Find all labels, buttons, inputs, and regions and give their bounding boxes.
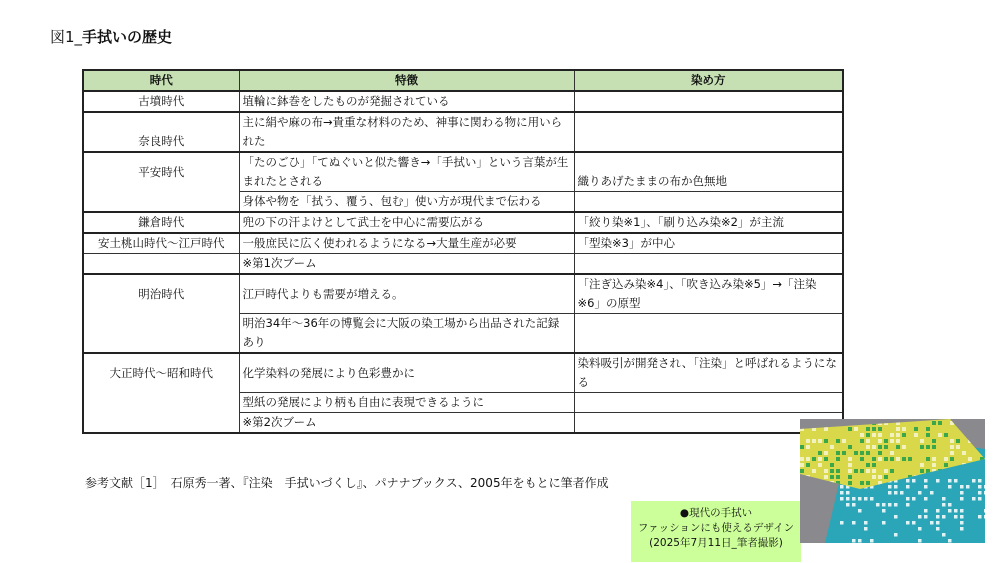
pattern-square — [932, 421, 936, 425]
pattern-square — [878, 439, 882, 443]
pattern-square — [944, 433, 948, 437]
pattern-square — [852, 503, 856, 507]
feature-cell: 一般庶民に広く使われるようになる→大量生産が必要 — [239, 233, 574, 254]
pattern-square — [960, 497, 964, 501]
pattern-square — [840, 521, 844, 525]
pattern-square — [872, 433, 876, 437]
feature-cell: 「たのごひ」「てぬぐいと似た響き→「手拭い」という言葉が生まれたとされる — [239, 152, 574, 192]
pattern-square — [854, 427, 858, 431]
dye-cell: 「型染※3」が中心 — [574, 233, 843, 254]
pattern-square — [824, 469, 828, 473]
pattern-square — [830, 463, 834, 467]
pattern-square — [836, 451, 840, 455]
pattern-square — [812, 439, 816, 443]
pattern-square — [948, 503, 952, 507]
pattern-square — [896, 439, 900, 443]
table-row — [83, 91, 843, 112]
dye-cell — [574, 112, 843, 152]
pattern-square — [852, 497, 856, 501]
pattern-square — [906, 485, 910, 489]
caption-line-1: ●現代の手拭い — [679, 507, 753, 519]
pattern-square — [920, 463, 924, 467]
pattern-square — [942, 503, 946, 507]
pattern-square — [866, 451, 870, 455]
pattern-square — [906, 521, 910, 525]
header-dye: 染め方 — [574, 70, 843, 91]
pattern-square — [978, 515, 982, 519]
pattern-square — [908, 457, 912, 461]
pattern-square — [924, 509, 928, 513]
pattern-square — [960, 491, 964, 495]
pattern-square — [858, 539, 862, 543]
pattern-square — [800, 469, 804, 473]
table-row — [83, 112, 843, 152]
pattern-square — [918, 527, 922, 531]
pattern-square — [884, 457, 888, 461]
pattern-square — [942, 515, 946, 519]
pattern-square — [836, 469, 840, 473]
dye-cell: 「絞り染※1」、「刷り込み染※2」が主流 — [574, 212, 843, 233]
pattern-square — [894, 485, 898, 489]
pattern-square — [972, 479, 976, 483]
pattern-square — [896, 445, 900, 449]
pattern-square — [848, 427, 852, 431]
pattern-square — [864, 527, 868, 531]
table-row — [83, 254, 843, 275]
pattern-square — [984, 485, 985, 489]
pattern-square — [882, 521, 886, 525]
pattern-square — [930, 521, 934, 525]
table-row — [83, 212, 843, 233]
pattern-square — [942, 533, 946, 537]
pattern-square — [800, 463, 804, 467]
pattern-square — [860, 469, 864, 473]
pattern-square — [842, 439, 846, 443]
pattern-square — [878, 427, 882, 431]
pattern-square — [860, 457, 864, 461]
feature-cell: 主に絹や麻の布→貴重な材料のため、神事に関わる物に用いられた — [239, 112, 574, 152]
pattern-square — [864, 497, 868, 501]
pattern-square — [860, 451, 864, 455]
pattern-square — [800, 457, 804, 461]
pattern-square — [918, 491, 922, 495]
pattern-square — [812, 457, 816, 461]
pattern-square — [872, 457, 876, 461]
era-cell: 安土桃山時代〜江戸時代 — [83, 233, 239, 254]
pattern-square — [944, 457, 948, 461]
pattern-square — [920, 469, 924, 473]
pattern-square — [930, 491, 934, 495]
pattern-square — [936, 527, 940, 531]
pattern-square — [914, 427, 918, 431]
pattern-square — [884, 475, 888, 479]
pattern-square — [890, 469, 894, 473]
pattern-square — [824, 475, 828, 479]
pattern-square — [936, 509, 940, 513]
pattern-square — [948, 539, 952, 543]
pattern-square — [866, 433, 870, 437]
feature-cell: 化学染料の発展により色彩豊かに — [239, 353, 574, 393]
pattern-square — [896, 427, 900, 431]
pattern-square — [912, 497, 916, 501]
pattern-square — [866, 481, 870, 485]
pattern-square — [948, 485, 952, 489]
pattern-square — [848, 445, 852, 449]
table-header-row — [83, 70, 843, 91]
pattern-square — [890, 451, 894, 455]
feature-cell: 兜の下の汗よけとして武士を中心に需要広がる — [239, 212, 574, 233]
pattern-square — [924, 485, 928, 489]
dye-cell — [574, 254, 843, 275]
pattern-square — [818, 439, 822, 443]
feature-cell: 身体や物を「拭う、覆う、包む」使い方が現代まで伝わる — [239, 192, 574, 213]
pattern-square — [824, 451, 828, 455]
pattern-square — [876, 503, 880, 507]
dye-cell — [574, 91, 843, 112]
pattern-square — [818, 457, 822, 461]
pattern-square — [848, 463, 852, 467]
pattern-square — [872, 445, 876, 449]
feature-cell: ※第1次ブーム — [239, 254, 574, 275]
photo-caption — [631, 501, 801, 562]
pattern-square — [948, 509, 952, 513]
pattern-square — [932, 439, 936, 443]
pattern-square — [920, 439, 924, 443]
pattern-square — [848, 469, 852, 473]
pattern-square — [912, 521, 916, 525]
pattern-square — [978, 497, 982, 501]
pattern-square — [830, 445, 834, 449]
pattern-square — [984, 491, 985, 495]
pattern-square — [836, 457, 840, 461]
tenugui-photo — [800, 419, 985, 543]
pattern-square — [902, 427, 906, 431]
pattern-square — [842, 451, 846, 455]
pattern-square — [840, 491, 844, 495]
pattern-square — [806, 445, 810, 449]
pattern-square — [800, 445, 804, 449]
pattern-square — [824, 439, 828, 443]
pattern-square — [918, 539, 922, 543]
figure-name: 手拭いの歴史 — [82, 28, 173, 46]
pattern-square — [984, 515, 985, 519]
pattern-square — [966, 485, 970, 489]
era-cell: 大正時代〜昭和時代 — [83, 353, 239, 433]
pattern-square — [806, 439, 810, 443]
pattern-square — [906, 479, 910, 483]
pattern-square — [932, 463, 936, 467]
table-row — [83, 152, 843, 192]
pattern-square — [846, 503, 850, 507]
pattern-square — [890, 457, 894, 461]
pattern-square — [902, 433, 906, 437]
pattern-square — [894, 515, 898, 519]
pattern-square — [884, 469, 888, 473]
pattern-square — [912, 479, 916, 483]
pattern-square — [848, 457, 852, 461]
pattern-square — [956, 445, 960, 449]
pattern-square — [926, 457, 930, 461]
pattern-square — [860, 439, 864, 443]
pattern-square — [926, 427, 930, 431]
pattern-square — [884, 445, 888, 449]
figure-number: 図1_ — [50, 28, 83, 46]
pattern-square — [954, 515, 958, 519]
pattern-square — [936, 515, 940, 519]
pattern-square — [920, 445, 924, 449]
pattern-square — [954, 479, 958, 483]
pattern-square — [854, 451, 858, 455]
pattern-square — [944, 463, 948, 467]
pattern-square — [866, 427, 870, 431]
pattern-square — [806, 457, 810, 461]
figure-title — [50, 26, 172, 47]
pattern-square — [824, 427, 828, 431]
pattern-square — [866, 439, 870, 443]
pattern-square — [960, 485, 964, 489]
pattern-square — [812, 469, 816, 473]
dye-cell: 「注ぎ込み染※4」、「吹き込み染※5」→「注染※6」の原型 — [574, 274, 843, 314]
pattern-square — [866, 469, 870, 473]
pattern-square — [938, 421, 942, 425]
tenugui-image — [800, 419, 985, 543]
era-cell: 奈良時代 — [83, 112, 239, 152]
pattern-square — [936, 479, 940, 483]
pattern-square — [878, 451, 882, 455]
pattern-square — [866, 445, 870, 449]
pattern-square — [870, 497, 874, 501]
feature-cell: ※第2次ブーム — [239, 413, 574, 434]
pattern-square — [840, 497, 844, 501]
caption-line-2: ファッションにも使えるデザイン — [637, 522, 795, 534]
dye-cell — [574, 314, 843, 354]
era-cell — [83, 254, 239, 275]
pattern-square — [854, 469, 858, 473]
reference-note: 参考文献［1］ 石原秀一著、『注染 手拭いづくし』、パナナブックス、2005年をもとに筆者作成 — [85, 476, 609, 490]
pattern-square — [890, 433, 894, 437]
pattern-square — [950, 439, 954, 443]
pattern-square — [972, 497, 976, 501]
pattern-square — [978, 485, 982, 489]
pattern-square — [882, 503, 886, 507]
pattern-square — [830, 469, 834, 473]
table-row — [83, 233, 843, 254]
pattern-square — [924, 479, 928, 483]
pattern-square — [846, 491, 850, 495]
era-cell: 明治時代 — [83, 274, 239, 353]
pattern-square — [870, 539, 874, 543]
dye-cell: 織りあげたままの布か色無地 — [574, 152, 843, 192]
pattern-square — [852, 521, 856, 525]
header-era: 時代 — [83, 70, 239, 91]
pattern-square — [978, 491, 982, 495]
pattern-square — [888, 491, 892, 495]
pattern-square — [932, 457, 936, 461]
caption-line-3: (2025年7月11日_筆者撮影) — [649, 537, 783, 549]
pattern-square — [960, 527, 964, 531]
pattern-square — [914, 433, 918, 437]
pattern-square — [872, 427, 876, 431]
pattern-square — [818, 463, 822, 467]
pattern-square — [894, 533, 898, 537]
era-cell: 平安時代 — [83, 152, 239, 212]
pattern-square — [926, 433, 930, 437]
pattern-square — [968, 457, 972, 461]
pattern-square — [984, 509, 985, 513]
pattern-square — [878, 457, 882, 461]
pattern-square — [860, 481, 864, 485]
feature-cell: 埴輪に鉢巻をしたものが発掘されている — [239, 91, 574, 112]
table-row — [83, 274, 843, 314]
pattern-square — [936, 521, 940, 525]
pattern-square — [924, 497, 928, 501]
table-row — [83, 353, 843, 393]
era-cell: 古墳時代 — [83, 91, 239, 112]
pattern-square — [848, 475, 852, 479]
pattern-square — [924, 515, 928, 519]
dye-cell — [574, 192, 843, 213]
pattern-square — [960, 515, 964, 519]
pattern-square — [894, 491, 898, 495]
era-cell: 鎌倉時代 — [83, 212, 239, 233]
pattern-square — [840, 485, 844, 489]
pattern-square — [950, 451, 954, 455]
pattern-square — [918, 515, 922, 519]
feature-cell: 江戸時代よりも需要が増える。 — [239, 274, 574, 314]
dye-cell: 染料吸引が開発され、「注染」と呼ばれるようになる — [574, 353, 843, 393]
pattern-square — [806, 463, 810, 467]
feature-cell: 明治34年〜36年の博覧会に大阪の染工場から出品された記録あり — [239, 314, 574, 354]
pattern-square — [848, 481, 852, 485]
pattern-square — [846, 497, 850, 501]
pattern-square — [882, 509, 886, 513]
pattern-square — [906, 497, 910, 501]
pattern-square — [878, 445, 882, 449]
pattern-square — [818, 451, 822, 455]
pattern-square — [906, 503, 910, 507]
pattern-square — [852, 539, 856, 543]
pattern-square — [950, 445, 954, 449]
pattern-square — [872, 475, 876, 479]
pattern-square — [900, 491, 904, 495]
pattern-square — [872, 463, 876, 467]
pattern-square — [824, 457, 828, 461]
pattern-square — [942, 497, 946, 501]
pattern-square — [896, 433, 900, 437]
pattern-square — [872, 469, 876, 473]
pattern-square — [836, 439, 840, 443]
pattern-square — [960, 521, 964, 525]
pattern-square — [890, 439, 894, 443]
pattern-square — [932, 445, 936, 449]
feature-cell: 型紙の発展により柄も自由に表現できるように — [239, 393, 574, 413]
pattern-square — [954, 509, 958, 513]
pattern-square — [830, 475, 834, 479]
pattern-square — [860, 433, 864, 437]
dye-cell — [574, 393, 843, 413]
pattern-square — [938, 433, 942, 437]
pattern-square — [950, 457, 954, 461]
pattern-square — [866, 463, 870, 467]
pattern-square — [884, 439, 888, 443]
pattern-square — [962, 451, 966, 455]
header-feature: 特徴 — [239, 70, 574, 91]
pattern-square — [948, 479, 952, 483]
pattern-square — [956, 439, 960, 443]
pattern-square — [888, 503, 892, 507]
pattern-square — [888, 485, 892, 489]
pattern-square — [902, 445, 906, 449]
pattern-square — [960, 509, 964, 513]
pattern-square — [894, 503, 898, 507]
pattern-square — [978, 479, 982, 483]
pattern-square — [858, 497, 862, 501]
pattern-square — [896, 457, 900, 461]
history-table — [82, 69, 844, 434]
pattern-square — [858, 509, 862, 513]
pattern-square — [836, 475, 840, 479]
pattern-square — [864, 521, 868, 525]
pattern-square — [902, 457, 906, 461]
pattern-square — [878, 433, 882, 437]
pattern-square — [926, 445, 930, 449]
pattern-square — [878, 475, 882, 479]
